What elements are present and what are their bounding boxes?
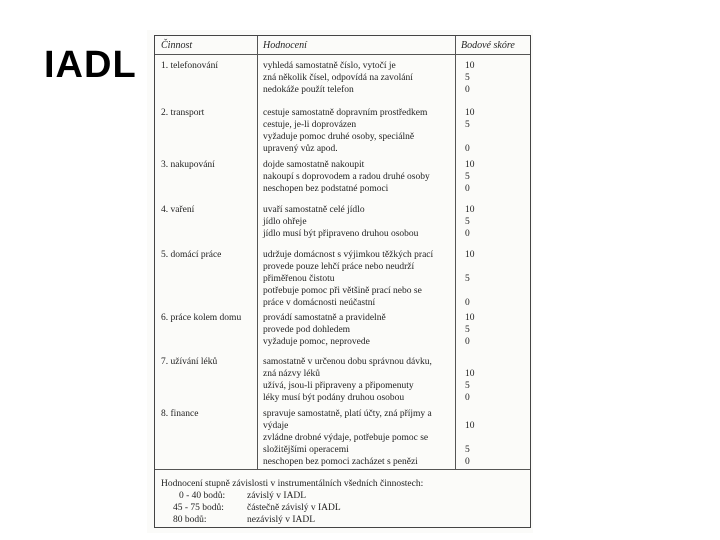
row-score: 10 [465,313,475,323]
row-evaluation-line: provádí samostatně a pravidelně [263,313,386,323]
footer-range-0: 0 - 40 bodů: [179,491,226,501]
row-score: 5 [465,120,470,130]
row-evaluation-line: výdaje [263,421,289,431]
row-score: 5 [465,445,470,455]
footer-range-1: 45 - 75 bodů: [173,503,224,513]
row-evaluation-line: provede pod dohledem [263,325,351,335]
row-evaluation-line: zná několik čísel, odpovídá na zavolání [263,73,413,83]
row-evaluation-line: užívá, jsou-li připraveny a připomenuty [263,381,414,391]
row-evaluation-line: upravený vůz apod. [263,144,338,154]
row-score: 0 [465,184,470,194]
row-evaluation-line: cestuje samostatně dopravním prostředkem [263,108,428,118]
row-evaluation-line: nakoupí s doprovodem a radou druhé osoby [263,172,430,182]
row-evaluation-line: práce v domácnosti neúčastní [263,298,376,308]
row-score: 5 [465,381,470,391]
row-score: 0 [465,229,470,239]
row-score: 10 [465,61,475,71]
row-score: 0 [465,144,470,154]
row-score: 0 [465,457,470,467]
row-evaluation-line: spravuje samostatně, platí účty, zná příjmy a [263,409,432,419]
row-score: 10 [465,421,475,431]
row-score: 10 [465,108,475,118]
footer-divider [155,469,530,470]
row-score: 5 [465,172,470,182]
row-evaluation-line: vyžaduje pomoc, neprovede [263,337,370,347]
row-activity: 2. transport [161,108,205,118]
row-evaluation-line: cestuje, je-li doprovázen [263,120,357,130]
row-evaluation-line: udržuje domácnost s výjimkou těžkých prací [263,250,434,260]
row-evaluation-line: jídlo musí být připraveno druhou osobou [263,229,419,239]
row-score: 5 [465,217,470,227]
row-evaluation-line: jídlo ohřeje [263,217,307,227]
row-evaluation-line: uvaří samostatně celé jídlo [263,205,365,215]
row-evaluation-line: vyhledá samostatně číslo, vytočí je [263,61,396,71]
column-divider-2 [455,36,456,469]
row-evaluation-line: samostatně v určenou dobu správnou dávku, [263,357,432,367]
iadl-table [154,35,531,528]
row-score: 0 [465,337,470,347]
row-score: 0 [465,85,470,95]
row-activity: 1. telefonování [161,61,218,71]
row-evaluation-line: vyžaduje pomoc druhé osoby, speciálně [263,132,415,142]
row-evaluation-line: potřebuje pomoc při většině prací nebo se [263,286,422,296]
footer-range-2: 80 bodů: [173,515,207,525]
row-evaluation-line: neschopen bez pomoci zacházet s penězi [263,457,418,467]
row-activity: 6. práce kolem domu [161,313,242,323]
row-evaluation-line: léky musí být podány druhou osobou [263,393,405,403]
row-evaluation-line: provede pouze lehčí práce nebo neudrží [263,262,415,272]
row-score: 5 [465,73,470,83]
row-score: 10 [465,250,475,260]
row-evaluation-line: dojde samostatně nakoupit [263,160,365,170]
footer-heading: Hodnocení stupně závislosti v instrumentálních všedních činnostech: [161,479,424,489]
row-activity: 4. vaření [161,205,195,215]
header-divider [155,54,530,55]
row-evaluation-line: nedokáže použít telefon [263,85,354,95]
row-activity: 7. užívání léků [161,357,218,367]
row-score: 5 [465,274,470,284]
row-score: 0 [465,298,470,308]
row-evaluation-line: přiměřenou čistotu [263,274,335,284]
row-activity: 5. domácí práce [161,250,222,260]
column-divider-1 [257,36,258,469]
row-evaluation-line: neschopen bez podstatné pomoci [263,184,389,194]
row-evaluation-line: zvládne drobné výdaje, potřebuje pomoc se [263,433,429,443]
row-activity: 8. finance [161,409,199,419]
row-evaluation-line: zná názvy léků [263,369,320,379]
row-score: 0 [465,393,470,403]
header-activity: Činnost [161,40,193,51]
row-activity: 3. nakupování [161,160,215,170]
header-score: Bodové skóre [461,40,515,51]
footer-label-2: nezávislý v IADL [247,515,316,525]
row-score: 10 [465,160,475,170]
row-score: 10 [465,205,475,215]
row-score: 10 [465,369,475,379]
footer-label-1: částečně závislý v IADL [247,503,341,513]
slide-title: IADL [44,44,137,86]
header-evaluation: Hodnocení [263,40,307,51]
row-score: 5 [465,325,470,335]
row-evaluation-line: složitějšími operacemi [263,445,349,455]
footer-label-0: závislý v IADL [247,491,307,501]
